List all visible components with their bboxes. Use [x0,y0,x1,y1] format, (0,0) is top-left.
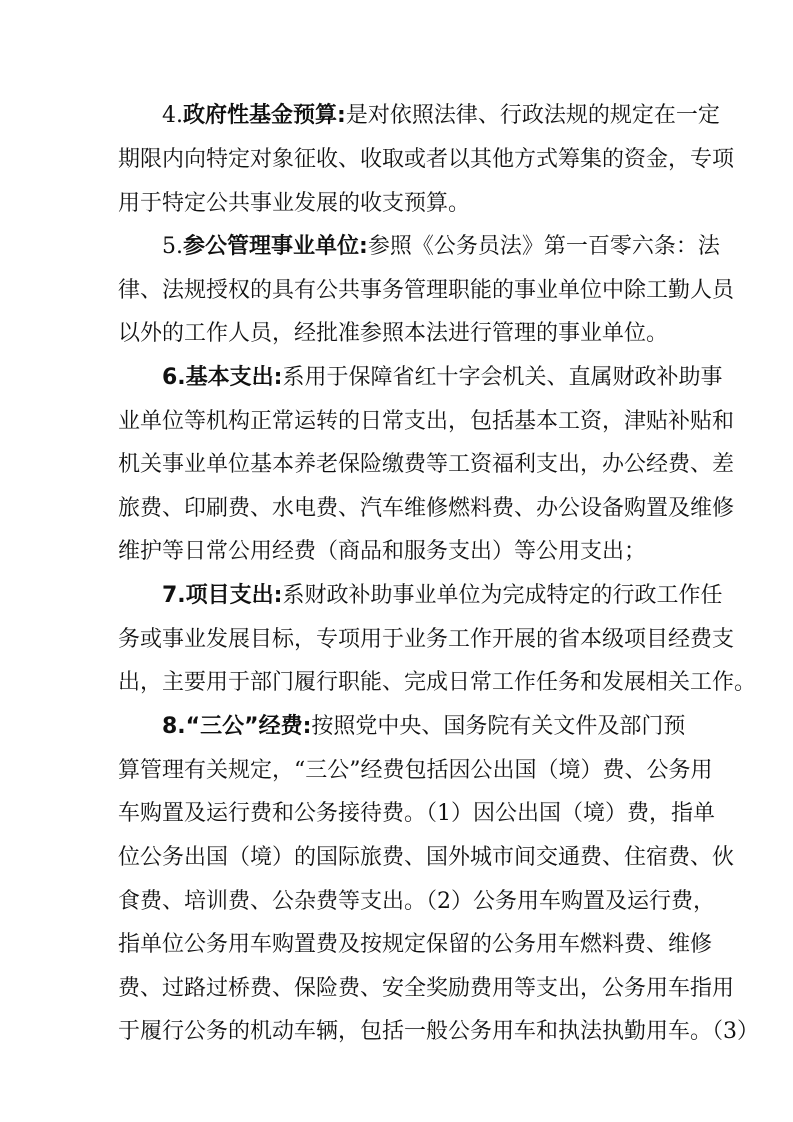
paragraph-8-line-3: 车购置及运行费和公务接待费。（1）因公出国（境）费，指单 [118,801,715,826]
paragraph-6-line-2: 业单位等机构正常运转的日常支出，包括基本工资，津贴补贴和 [118,409,735,434]
paragraph-7-line-3: 出，主要用于部门履行职能、完成日常工作任务和发展相关工作。 [118,670,757,695]
paragraph-8-line-8: 于履行公务的机动车辆，包括一般公务用车和执法执勤用车。（3） [118,1019,759,1044]
paragraph-6-line-3: 机关事业单位基本养老保险缴费等工资福利支出，办公经费、差 [118,452,735,477]
paragraph-4-line-1 [162,98,720,134]
paragraph-6-term: 基本支出: [185,365,283,390]
paragraph-5-number: 5. [162,234,183,259]
paragraph-5-term: 参公管理事业单位: [183,234,368,259]
paragraph-4-term: 政府性基金预算: [183,103,346,128]
paragraph-8-text-1: 按照党中央、国务院有关文件及部门预 [311,714,686,739]
paragraph-4-text-1: 是对依照法律、行政法规的规定在一定 [345,103,720,128]
paragraph-6-line-4: 旅费、印刷费、水电费、汽车维修燃料费、办公设备购置及维修 [118,496,735,521]
paragraph-7-line-1 [162,578,723,614]
paragraph-5-text-1: 参照《公务员法》第一百零六条：法 [367,234,720,259]
paragraph-6-text-1: 系用于保障省红十字会机关、直属财政补助事 [282,365,723,390]
paragraph-5-line-3: 以外的工作人员，经批准参照本法进行管理的事业单位。 [118,321,669,346]
paragraph-8-line-7: 费、过路过桥费、保险费、安全奖励费用等支出，公务用车指用 [118,976,735,1001]
paragraph-7-text-1: 系财政补助事业单位为完成特定的行政工作任 [282,583,723,608]
paragraph-8-line-6: 指单位公务用车购置费及按规定保留的公务用车燃料费、维修 [118,932,713,957]
paragraph-5-line-2: 律、法规授权的具有公共事务管理职能的事业单位中除工勤人员 [118,278,735,303]
paragraph-8-number: 8. [162,714,186,739]
paragraph-7-number: 7. [162,583,186,608]
paragraph-5-line-1 [162,229,720,265]
paragraph-6-number: 6. [162,365,186,390]
paragraph-8-line-5: 食费、培训费、公杂费等支出。（2）公务用车购置及运行费， [118,889,715,914]
paragraph-6-line-1 [162,360,723,396]
paragraph-4-line-3: 用于特定公共事业发展的收支预算。 [118,191,471,216]
paragraph-6-line-5: 维护等日常公用经费（商品和服务支出）等公用支出； [118,539,647,564]
paragraph-8-term: “三公”经费: [185,714,312,739]
paragraph-7-line-2: 务或事业发展目标，专项用于业务工作开展的省本级项目经费支 [118,627,735,652]
paragraph-4-line-2: 期限内向特定对象征收、收取或者以其他方式筹集的资金，专项 [118,147,735,172]
paragraph-8-line-2: 算管理有关规定，“三公”经费包括因公出国（境）费、公务用 [118,758,713,783]
paragraph-8-line-4: 位公务出国（境）的国际旅费、国外城市间交通费、住宿费、伙 [118,845,735,870]
paragraph-8-line-1 [162,709,686,745]
paragraph-4-number: 4. [162,103,183,128]
paragraph-7-term: 项目支出: [185,583,283,608]
